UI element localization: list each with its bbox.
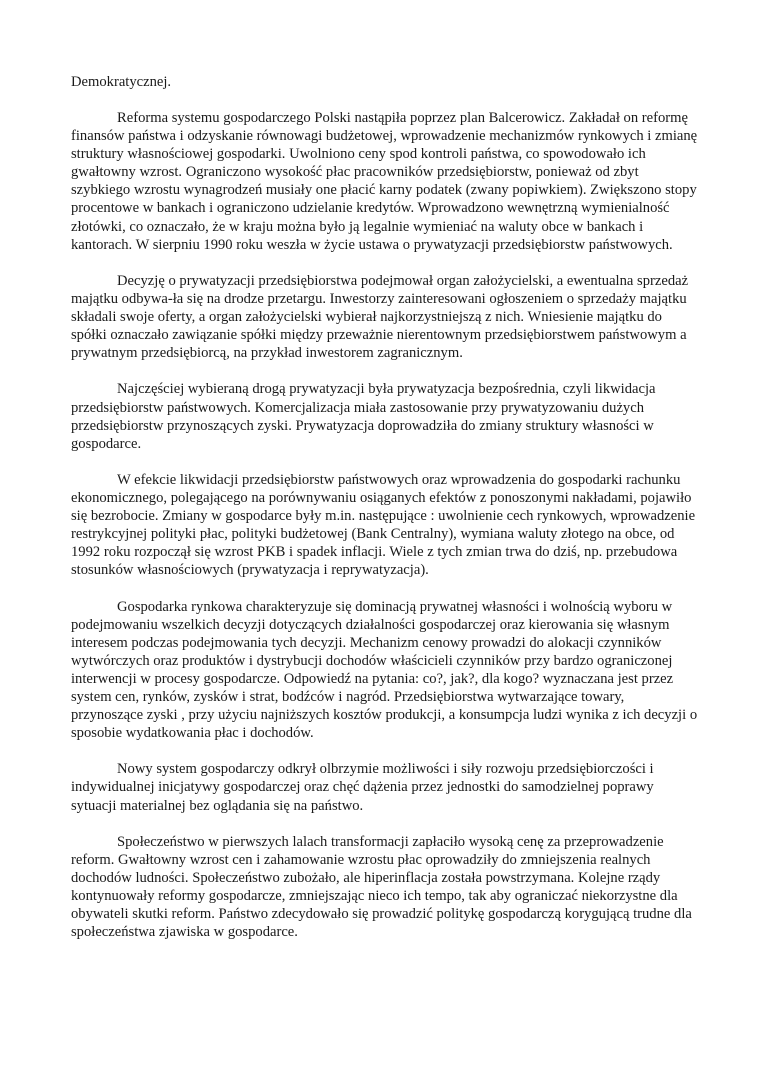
paragraph-reforma-systemu: Reforma systemu gospodarczego Polski nastąpiła poprzez plan Balcerowicz. Zakładał on reformę finansów państwa i odzyskanie równowagi budżetowej, wprowadzenie mechanizmów rynkowych i zmianę struktury własnościowej gospodarki. Uwolniono ceny spod kontroli państwa, co spowodowało ich gwałtowny wzrost. Ograniczono wysokość płac pracowników przedsiębiorstw, ponieważ od zbyt szybkiego wzrostu wynagrodzeń musiały one płacić karny podatek (zwany popiwkiem). Zwiększono stopy procentowe w bankach i ograniczono udzielanie kredytów. Wprowadzono wewnętrzną wymienialność złotówki, co oznaczało, że w kraju można było ją legalnie wymieniać na waluty obce w bankach i kantorach. W sierpniu 1990 roku weszła w życie ustawa o prywatyzacji przedsiębiorstw państwowych. (71, 110, 698, 253)
paragraph-decyzja-prywatyzacji: Decyzję o prywatyzacji przedsiębiorstwa podejmował organ założycielski, a ewentualna sprzedaż majątku odbywa-ła się na drodze przetargu. Inwestorzy zainteresowani ogłoszeniem o sprzedaży majątku składali swoje oferty, a organ założycielski wybierał najkorzystniejszą z nich. Wniesienie majątku do spółki oznaczało zawiązanie spółki między przeważnie nierentownym przedsiębiorstwem państwowym a prywatnym przedsiębiorcą, na przykład inwestorem zagranicznym. (71, 272, 689, 362)
document-body (71, 109, 699, 959)
lead-line: Demokratycznej. (71, 74, 172, 90)
paragraph-efekty-likwidacji: W efekcie likwidacji przedsiębiorstw państwowych oraz wprowadzenia do gospodarki rachunku ekonomicznego, polegającego na porównywaniu osiąganych efektów z ponoszonymi nakładami, pojawiło się bezrobocie. Zmiany w gospodarce były m.in. następujące : uwolnienie cech rynkowych, wprowadzenie restrykcyjnej polityki płac, polityki budżetowej (Bank Centralny), wymiana waluty złotego na obce, od 1992 roku rozpoczął się wzrost PKB i spadek inflacji. Wiele z tych zmian trwa do dziś, np. przebudowa stosunków własnościowych (prywatyzacja i reprywatyzacja). (71, 471, 696, 579)
paragraph-gospodarka-rynkowa: Gospodarka rynkowa charakteryzuje się dominacją prywatnej własności i wolnością wyboru w podejmowaniu wszelkich decyzji dotyczących działalności gospodarczej oraz kierowania się własnym interesem podczas podejmowania tych decyzji. Mechanizm cenowy prowadzi do alokacji czynników wytwórczych oraz produktów i dystrybucji dochodów właścicieli czynników przy bardzo ograniczonej interwencji w procesy gospodarcze. Odpowiedź na pytania: co?, jak?, dla kogo? wyznaczana jest przez system cen, rynków, zysków i strat, bodźców i nagród. Przedsiębiorstwa wytwarzające towary, przynoszące zyski , przy użyciu najniższych kosztów produkcji, a konsumpcja ludzi wynika z ich decyzji o sposobie wydatkowania płac i dochodów. (71, 598, 698, 742)
paragraph-nowy-system: Nowy system gospodarczy odkrył olbrzymie możliwości i siły rozwoju przedsiębiorczości i indywidualnej inicjatywy gospodarczej oraz chęć dążenia przez jednostki do samodzielnej poprawy sytuacji materialnej bez oglądania się na państwo. (71, 761, 654, 814)
paragraph-spoleczenstwo: Społeczeństwo w pierwszych lalach transformacji zapłaciło wysoką cenę za przeprowadzenie reform. Gwałtowny wzrost cen i zahamowanie wzrostu płac oprowadziły do zmniejszenia realnych dochodów ludności. Społeczeństwo zubożało, ale hiperinflacja została powstrzymana. Kolejne rządy kontynuowały reformy gospodarcze, zmniejszając nieco ich tempo, tak aby ograniczać niekorzystne dla obywateli skutki reform. Państwo zdecydowało się prowadzić politykę gospodarczą korygującą trudne dla społeczeństwa zjawiska w gospodarce. (71, 833, 692, 941)
paragraph-drogi-prywatyzacji: Najczęściej wybieraną drogą prywatyzacji była prywatyzacja bezpośrednia, czyli likwidacja przedsiębiorstw państwowych. Komercjalizacja miała zastosowanie przy prywatyzowaniu dużych przedsiębiorstw przynoszących zyski. Prywatyzacja doprowadziła do zmiany struktury własności w gospodarce. (71, 381, 656, 452)
